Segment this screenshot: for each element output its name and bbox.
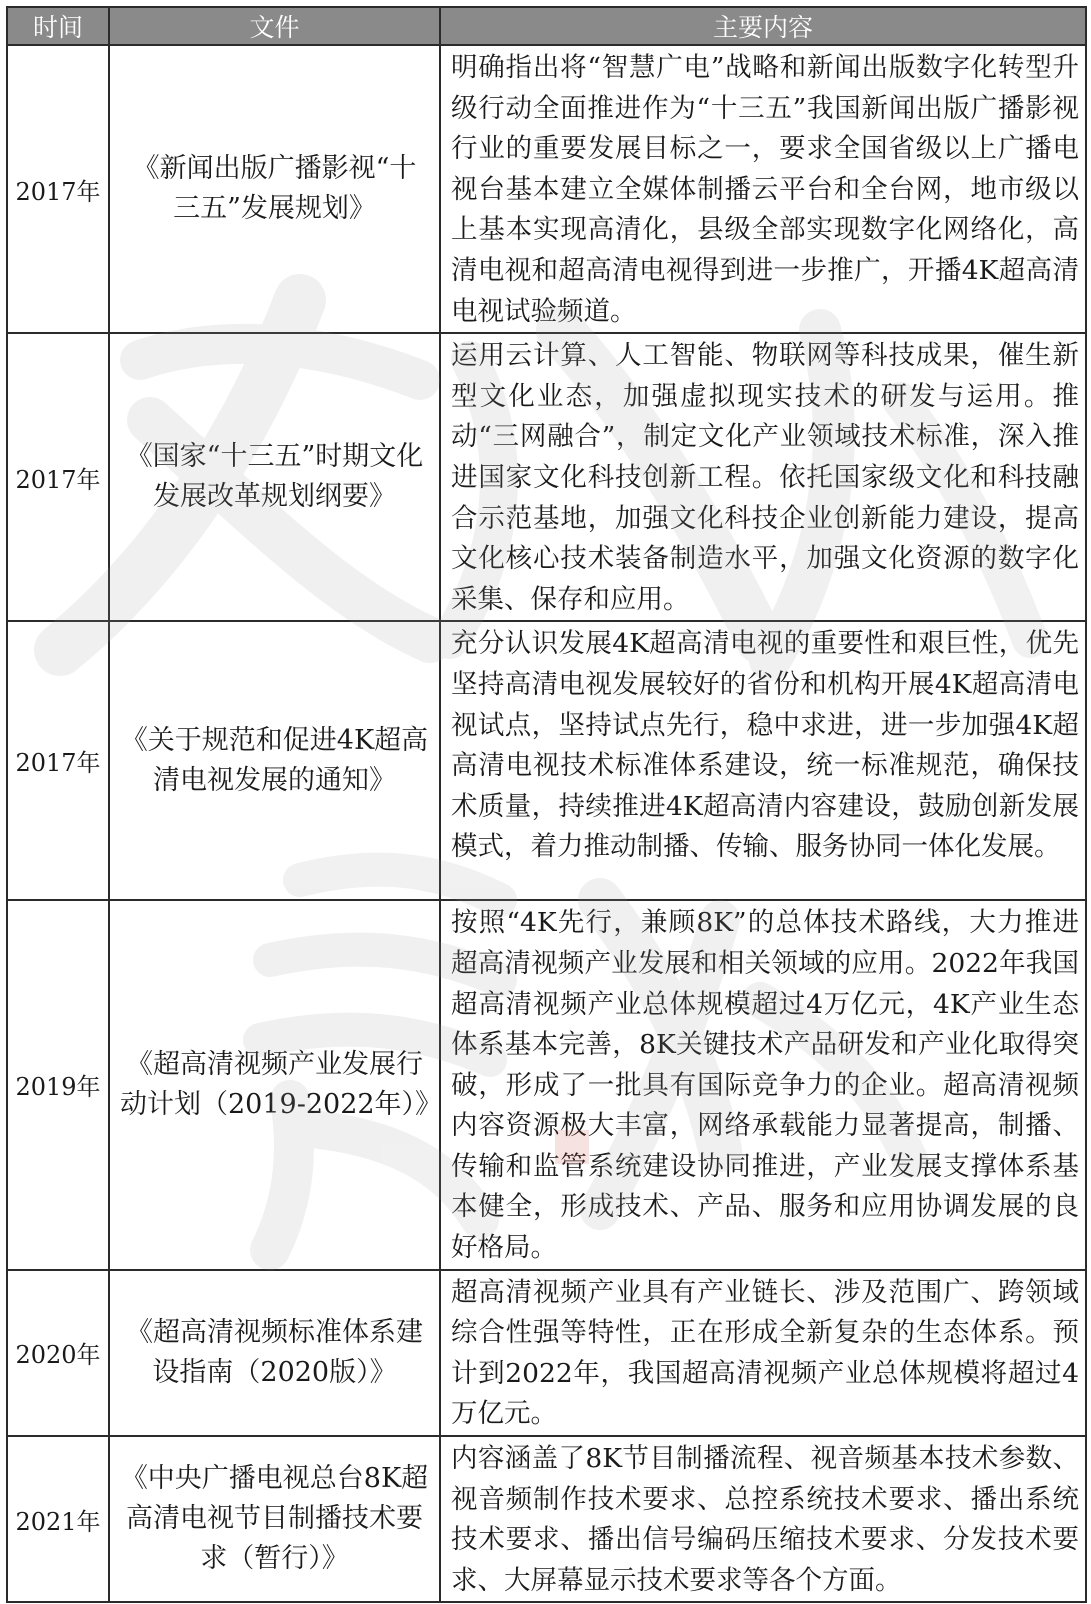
row-year: 2017年: [7, 621, 109, 900]
row-year: 2021年: [7, 1436, 109, 1602]
row-document: 《超高清视频产业发展行动计划（2019-2022年）》: [109, 900, 440, 1269]
header-time: 时间: [7, 7, 109, 45]
row-content: 明确指出将“智慧广电”战略和新闻出版数字化转型升级行动全面推进作为“十三五”我国新闻出版广播影视行业的重要发展目标之一，要求全国省级以上广播电视台基本建立全媒体制播云平台和全台网，地市级以上基本实现高清化，县级全部实现数字化网络化，高清电视和超高清电视得到进一步推广，开播4K超高清电视试验频道。: [440, 45, 1086, 333]
table-row: [7, 45, 1086, 333]
policy-table: [6, 6, 1087, 1603]
row-year: 2017年: [7, 45, 109, 333]
table-row: [7, 1436, 1086, 1602]
row-document: 《关于规范和促进4K超高清电视发展的通知》: [109, 621, 440, 900]
row-content: 超高清视频产业具有产业链长、涉及范围广、跨领域综合性强等特性，正在形成全新复杂的生态体系。预计到2022年，我国超高清视频产业总体规模将超过4万亿元。: [440, 1270, 1086, 1436]
table-row: [7, 621, 1086, 900]
table-row: [7, 900, 1086, 1269]
row-document: 《中央广播电视总台8K超高清电视节目制播技术要求（暂行）》: [109, 1436, 440, 1602]
row-year: 2017年: [7, 333, 109, 621]
row-document: 《国家“十三五”时期文化发展改革规划纲要》: [109, 333, 440, 621]
row-year: 2019年: [7, 900, 109, 1269]
row-document: 《超高清视频标准体系建设指南（2020版）》: [109, 1270, 440, 1436]
header-content: 主要内容: [440, 7, 1086, 45]
row-content: 内容涵盖了8K节目制播流程、视音频基本技术参数、视音频制作技术要求、总控系统技术要求、播出系统技术要求、播出信号编码压缩技术要求、分发技术要求、大屏幕显示技术要求等各个方面。: [440, 1436, 1086, 1602]
row-content: 充分认识发展4K超高清电视的重要性和艰巨性，优先坚持高清电视发展较好的省份和机构开展4K超高清电视试点，坚持试点先行，稳中求进，进一步加强4K超高清电视技术标准体系建设，统一标准规范，确保技术质量，持续推进4K超高清内容建设，鼓励创新发展模式，着力推动制播、传输、服务协同一体化发展。: [440, 621, 1086, 900]
table-row: [7, 1270, 1086, 1436]
row-content: 运用云计算、人工智能、物联网等科技成果，催生新型文化业态，加强虚拟现实技术的研发与运用。推动“三网融合”，制定文化产业领域技术标准，深入推进国家文化科技创新工程。依托国家级文化和科技融合示范基地，加强文化科技企业创新能力建设，提高文化核心技术装备制造水平，加强文化资源的数字化采集、保存和应用。: [440, 333, 1086, 621]
header-file: 文件: [109, 7, 440, 45]
row-content: 按照“4K先行，兼顾8K”的总体技术路线，大力推进超高清视频产业发展和相关领域的应用。2022年我国超高清视频产业总体规模超过4万亿元，4K产业生态体系基本完善，8K关键技术产品研发和产业化取得突破，形成了一批具有国际竞争力的企业。超高清视频内容资源极大丰富，网络承载能力显著提高，制播、传输和监管系统建设协同推进，产业发展支撑体系基本健全，形成技术、产品、服务和应用协调发展的良好格局。: [440, 900, 1086, 1269]
table-row: [7, 333, 1086, 621]
row-document: 《新闻出版广播影视“十三五”发展规划》: [109, 45, 440, 333]
row-year: 2020年: [7, 1270, 109, 1436]
header-row: [7, 7, 1086, 45]
